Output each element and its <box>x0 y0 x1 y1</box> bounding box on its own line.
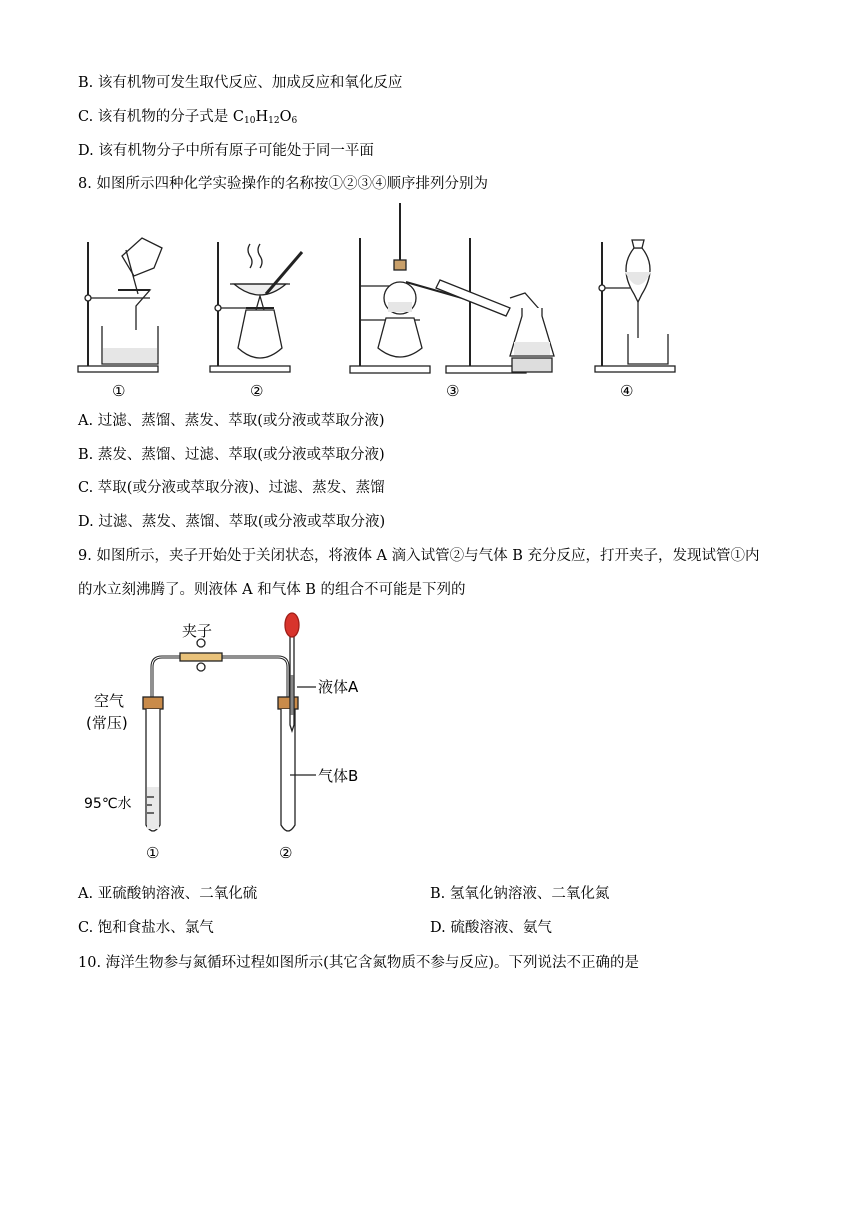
q10-stem: 10. 海洋生物参与氮循环过程如图所示(其它含氮物质不参与反应)。下列说法不正确的是 <box>78 955 639 971</box>
q8-option-d: D. 过滤、蒸发、蒸馏、萃取(或分液或萃取分液) <box>78 514 386 530</box>
separatory-funnel-apparatus <box>595 240 675 372</box>
fig-label-1: ① <box>112 382 126 400</box>
q8-apparatus-figure <box>70 198 690 408</box>
tube2-label: ② <box>279 844 293 862</box>
filtration-apparatus <box>78 238 162 372</box>
evaporation-apparatus <box>210 242 302 372</box>
q7-option-c: C. 该有机物的分子式是 $C_{10}H_{12}O_6$ <box>78 109 298 126</box>
water-label: 95℃水 <box>84 796 132 812</box>
pressure-label: (常压) <box>86 714 128 732</box>
q9-option-a: A. 亚硫酸钠溶液、二氧化硫 <box>78 886 258 902</box>
q9-stem-line2: 的水立刻沸腾了。则液体 A 和气体 B 的组合不可能是下列的 <box>78 582 466 598</box>
q8-option-c: C. 萃取(或分液或萃取分液)、过滤、蒸发、蒸馏 <box>78 480 385 496</box>
clamp-label: 夹子 <box>182 622 213 640</box>
q9-option-b: B. 氢氧化钠溶液、二氧化氮 <box>430 886 610 902</box>
q7-option-b: B. 该有机物可发生取代反应、加成反应和氧化反应 <box>78 75 403 91</box>
fig-label-2: ② <box>250 382 264 400</box>
liquid-a-label: 液体A <box>318 678 359 696</box>
q8-option-a: A. 过滤、蒸馏、蒸发、萃取(或分液或萃取分液) <box>78 413 385 429</box>
q8-stem: 8. 如图所示四种化学实验操作的名称按①②③④顺序排列分别为 <box>78 176 488 192</box>
fig-label-3: ③ <box>446 382 460 400</box>
air-label: 空气 <box>94 692 125 710</box>
q9-apparatus-figure <box>140 605 340 840</box>
q9-option-d: D. 硫酸溶液、氨气 <box>430 920 552 936</box>
gas-b-label: 气体B <box>318 767 359 785</box>
tube1-label: ① <box>146 844 160 862</box>
distillation-apparatus <box>350 203 554 373</box>
q7-option-d: D. 该有机物分子中所有原子可能处于同一平面 <box>78 143 374 159</box>
q8-option-b: B. 蒸发、蒸馏、过滤、萃取(或分液或萃取分液) <box>78 447 385 463</box>
q9-stem-line1: 9. 如图所示，夹子开始处于关闭状态，将液体 A 滴入试管②与气体 B 充分反应，打开夹子，发现试管①内 <box>78 548 760 564</box>
fig-label-4: ④ <box>620 382 634 400</box>
q9-option-c: C. 饱和食盐水、氯气 <box>78 920 214 936</box>
